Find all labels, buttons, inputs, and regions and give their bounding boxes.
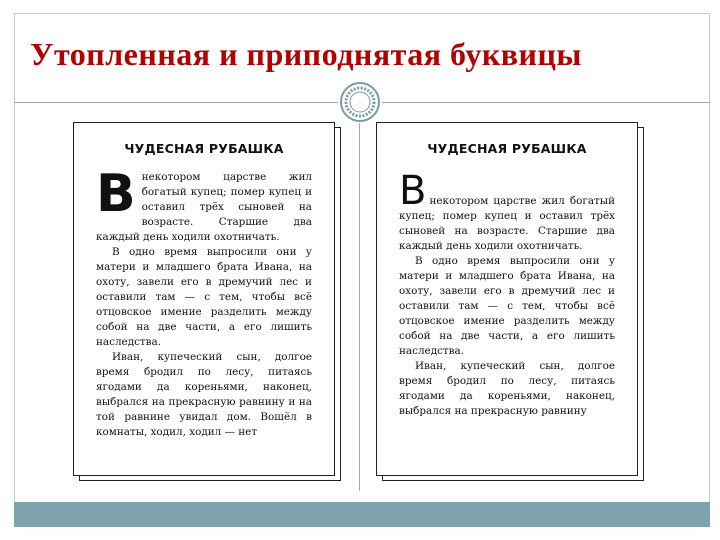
right-page-text	[399, 170, 615, 474]
right-page-paragraph-1	[399, 170, 615, 254]
left-page-paragraph-2: В одно время выпросили они у матери и младшего брата Ивана, на охоту, завели его в дремучий лес и оставили там — с тем, чтобы всё отцовское имение разделить между собой на две части, а его лишить наследства.	[96, 246, 312, 348]
left-page-heading: ЧУДЕСНАЯ РУБАШКА	[124, 141, 284, 156]
circle-ornament-icon	[339, 81, 381, 123]
right-page-paragraph-2: В одно время выпросили они у матери и младшего брата Ивана, на охоту, завели его в дремучий лес и оставили там — с тем, чтобы всё отцовское имение разделить между собой на две части, а его лишить наследства.	[399, 255, 615, 357]
sunk-dropcap: В	[96, 170, 136, 224]
left-page-paragraph-3: Иван, купеческий сын, долгое время бродил по лесу, питаясь ягодами да кореньями, наконец, выбрался на прекрасную равнину и на той равнине увидал дом. Вошёл в комнаты, ходил, ходил — нет	[96, 351, 312, 438]
left-page-paragraph-1-text: некотором царстве жил богатый купец; помер купец и оставил трёх сыновей на возрасте. Старшие два каждый день ходили охотничать.	[96, 171, 312, 243]
right-page-heading: ЧУДЕСНАЯ РУБАШКА	[427, 141, 587, 156]
left-page-sheet	[73, 122, 335, 476]
raised-dropcap: В	[399, 170, 427, 214]
right-page-sample	[376, 122, 640, 476]
left-page-sample	[73, 122, 337, 476]
right-page-content	[399, 141, 615, 474]
right-page-paragraph-3: Иван, купеческий сын, долгое время бродил по лесу, питаясь ягодами да кореньями, наконец, выбрался на прекрасную равнину	[399, 360, 615, 417]
left-page-content	[96, 141, 312, 470]
title-rule-right	[382, 102, 710, 103]
right-page-paragraph-1-text: некотором царстве жил богатый купец; помер купец и оставил трёх сыновей на возрасте. Старшие два каждый день ходили охотничать.	[399, 195, 615, 252]
right-page-sheet	[376, 122, 638, 476]
center-divider	[359, 123, 360, 491]
slide-title: Утопленная и приподнятая буквицы	[30, 36, 582, 72]
title-rule-left	[14, 102, 338, 103]
left-page-paragraph-1	[96, 170, 312, 245]
left-page-text	[96, 170, 312, 470]
bottom-accent-bar	[14, 502, 710, 527]
